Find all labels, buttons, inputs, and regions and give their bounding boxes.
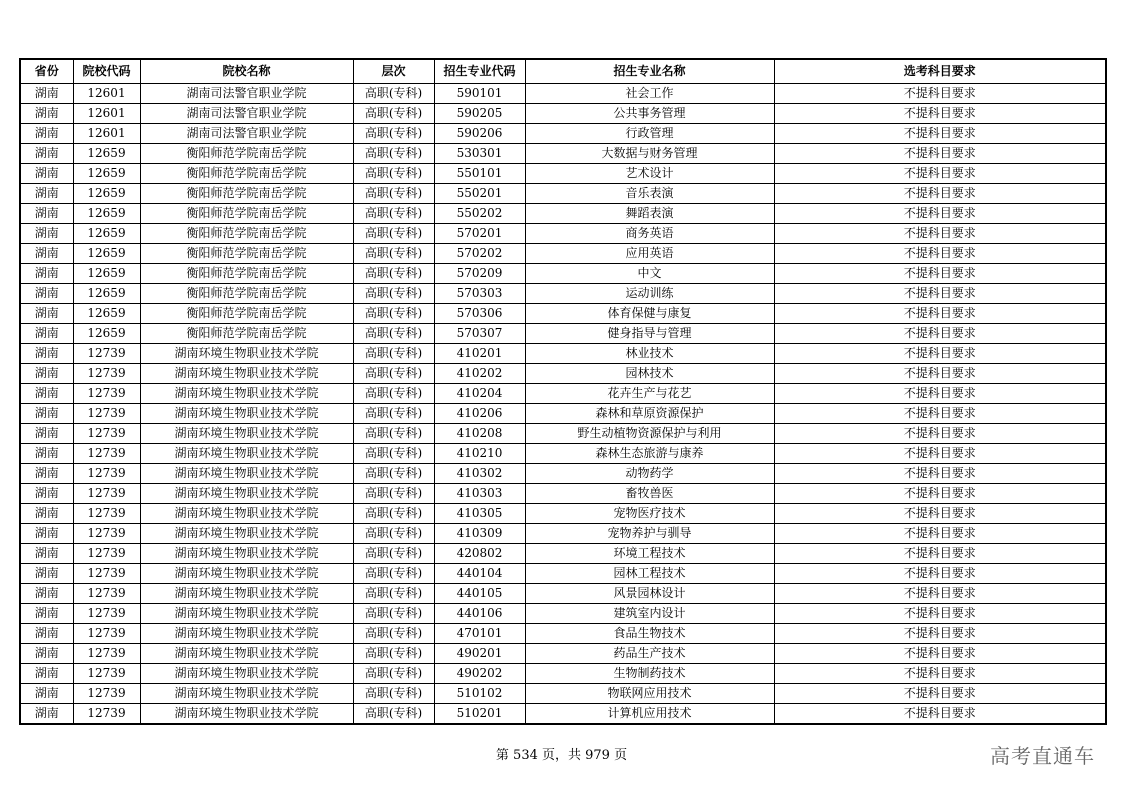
cell-school-name: 衡阳师范学院南岳学院 [140, 244, 353, 264]
cell-school-code: 12739 [73, 344, 140, 364]
cell-level: 高职(专科) [353, 204, 434, 224]
cell-subject-requirement: 不提科目要求 [774, 144, 1106, 164]
cell-level: 高职(专科) [353, 384, 434, 404]
cell-subject-requirement: 不提科目要求 [774, 424, 1106, 444]
cell-major-name: 森林生态旅游与康养 [525, 444, 774, 464]
cell-major-code: 410202 [434, 364, 525, 384]
cell-level: 高职(专科) [353, 584, 434, 604]
cell-subject-requirement: 不提科目要求 [774, 104, 1106, 124]
cell-subject-requirement: 不提科目要求 [774, 664, 1106, 684]
cell-school-name: 衡阳师范学院南岳学院 [140, 184, 353, 204]
cell-school-name: 衡阳师范学院南岳学院 [140, 164, 353, 184]
cell-subject-requirement: 不提科目要求 [774, 304, 1106, 324]
cell-school-name: 湖南环境生物职业技术学院 [140, 584, 353, 604]
cell-major-code: 530301 [434, 144, 525, 164]
cell-major-name: 公共事务管理 [525, 104, 774, 124]
cell-school-name: 湖南环境生物职业技术学院 [140, 384, 353, 404]
table-row [20, 364, 1106, 384]
cell-school-code: 12739 [73, 384, 140, 404]
cell-major-code: 550101 [434, 164, 525, 184]
cell-level: 高职(专科) [353, 484, 434, 504]
cell-subject-requirement: 不提科目要求 [774, 244, 1106, 264]
cell-province: 湖南 [20, 364, 73, 384]
table-row [20, 444, 1106, 464]
cell-subject-requirement: 不提科目要求 [774, 524, 1106, 544]
cell-province: 湖南 [20, 684, 73, 704]
cell-major-name: 畜牧兽医 [525, 484, 774, 504]
table-row [20, 304, 1106, 324]
cell-school-code: 12739 [73, 684, 140, 704]
enrollment-table-container [19, 58, 1105, 725]
cell-major-code: 410201 [434, 344, 525, 364]
table-row [20, 424, 1106, 444]
cell-level: 高职(专科) [353, 444, 434, 464]
cell-major-name: 花卉生产与花艺 [525, 384, 774, 404]
cell-school-name: 衡阳师范学院南岳学院 [140, 204, 353, 224]
table-row [20, 164, 1106, 184]
cell-province: 湖南 [20, 184, 73, 204]
cell-province: 湖南 [20, 464, 73, 484]
cell-province: 湖南 [20, 404, 73, 424]
cell-level: 高职(专科) [353, 284, 434, 304]
table-row [20, 504, 1106, 524]
cell-school-code: 12659 [73, 224, 140, 244]
cell-major-code: 490201 [434, 644, 525, 664]
cell-major-name: 森林和草原资源保护 [525, 404, 774, 424]
cell-subject-requirement: 不提科目要求 [774, 644, 1106, 664]
cell-major-code: 470101 [434, 624, 525, 644]
cell-level: 高职(专科) [353, 604, 434, 624]
cell-level: 高职(专科) [353, 224, 434, 244]
cell-level: 高职(专科) [353, 684, 434, 704]
cell-major-code: 550202 [434, 204, 525, 224]
cell-major-name: 建筑室内设计 [525, 604, 774, 624]
cell-major-code: 410305 [434, 504, 525, 524]
cell-major-name: 园林工程技术 [525, 564, 774, 584]
cell-major-code: 490202 [434, 664, 525, 684]
header-level: 层次 [353, 59, 434, 84]
cell-major-code: 440106 [434, 604, 525, 624]
table-row [20, 204, 1106, 224]
cell-school-code: 12739 [73, 664, 140, 684]
cell-major-name: 野生动植物资源保护与利用 [525, 424, 774, 444]
table-row [20, 144, 1106, 164]
cell-school-name: 湖南环境生物职业技术学院 [140, 544, 353, 564]
cell-school-code: 12659 [73, 164, 140, 184]
table-row [20, 244, 1106, 264]
cell-major-name: 艺术设计 [525, 164, 774, 184]
cell-school-code: 12659 [73, 244, 140, 264]
cell-school-name: 湖南环境生物职业技术学院 [140, 444, 353, 464]
cell-school-name: 衡阳师范学院南岳学院 [140, 324, 353, 344]
cell-subject-requirement: 不提科目要求 [774, 224, 1106, 244]
cell-major-name: 食品生物技术 [525, 624, 774, 644]
cell-major-code: 410204 [434, 384, 525, 404]
cell-level: 高职(专科) [353, 124, 434, 144]
cell-school-code: 12739 [73, 424, 140, 444]
cell-major-code: 510201 [434, 704, 525, 725]
cell-school-name: 湖南司法警官职业学院 [140, 104, 353, 124]
table-row [20, 564, 1106, 584]
cell-school-code: 12739 [73, 644, 140, 664]
cell-major-code: 570303 [434, 284, 525, 304]
table-row [20, 684, 1106, 704]
cell-school-name: 湖南环境生物职业技术学院 [140, 704, 353, 725]
cell-school-code: 12739 [73, 584, 140, 604]
cell-school-name: 衡阳师范学院南岳学院 [140, 224, 353, 244]
cell-subject-requirement: 不提科目要求 [774, 84, 1106, 104]
table-row [20, 184, 1106, 204]
cell-school-name: 湖南司法警官职业学院 [140, 84, 353, 104]
cell-province: 湖南 [20, 244, 73, 264]
cell-school-code: 12659 [73, 284, 140, 304]
cell-major-name: 运动训练 [525, 284, 774, 304]
cell-school-code: 12601 [73, 84, 140, 104]
cell-province: 湖南 [20, 584, 73, 604]
watermark-logo: 高考直通车 [990, 744, 1095, 768]
cell-province: 湖南 [20, 704, 73, 725]
cell-school-name: 湖南环境生物职业技术学院 [140, 564, 353, 584]
cell-major-code: 570307 [434, 324, 525, 344]
cell-subject-requirement: 不提科目要求 [774, 324, 1106, 344]
cell-school-code: 12739 [73, 544, 140, 564]
cell-school-name: 湖南环境生物职业技术学院 [140, 604, 353, 624]
table-row [20, 544, 1106, 564]
table-row [20, 404, 1106, 424]
cell-school-name: 衡阳师范学院南岳学院 [140, 284, 353, 304]
cell-subject-requirement: 不提科目要求 [774, 184, 1106, 204]
cell-subject-requirement: 不提科目要求 [774, 164, 1106, 184]
cell-subject-requirement: 不提科目要求 [774, 124, 1106, 144]
cell-major-code: 410210 [434, 444, 525, 464]
cell-level: 高职(专科) [353, 144, 434, 164]
cell-subject-requirement: 不提科目要求 [774, 364, 1106, 384]
cell-level: 高职(专科) [353, 424, 434, 444]
cell-major-name: 行政管理 [525, 124, 774, 144]
cell-province: 湖南 [20, 524, 73, 544]
table-row [20, 704, 1106, 725]
cell-province: 湖南 [20, 424, 73, 444]
table-row [20, 644, 1106, 664]
cell-school-code: 12659 [73, 144, 140, 164]
cell-level: 高职(专科) [353, 504, 434, 524]
cell-subject-requirement: 不提科目要求 [774, 264, 1106, 284]
table-row [20, 584, 1106, 604]
cell-major-code: 570201 [434, 224, 525, 244]
cell-school-code: 12739 [73, 464, 140, 484]
cell-major-code: 410208 [434, 424, 525, 444]
cell-province: 湖南 [20, 84, 73, 104]
enrollment-table [19, 58, 1107, 725]
cell-subject-requirement: 不提科目要求 [774, 584, 1106, 604]
cell-major-code: 570202 [434, 244, 525, 264]
header-province: 省份 [20, 59, 73, 84]
cell-major-code: 410303 [434, 484, 525, 504]
header-school-code: 院校代码 [73, 59, 140, 84]
cell-subject-requirement: 不提科目要求 [774, 464, 1106, 484]
cell-school-code: 12739 [73, 404, 140, 424]
table-row [20, 324, 1106, 344]
cell-major-name: 动物药学 [525, 464, 774, 484]
cell-major-name: 健身指导与管理 [525, 324, 774, 344]
cell-school-name: 湖南环境生物职业技术学院 [140, 344, 353, 364]
table-row [20, 604, 1106, 624]
cell-subject-requirement: 不提科目要求 [774, 544, 1106, 564]
cell-province: 湖南 [20, 604, 73, 624]
cell-province: 湖南 [20, 444, 73, 464]
table-row [20, 104, 1106, 124]
cell-province: 湖南 [20, 544, 73, 564]
cell-level: 高职(专科) [353, 264, 434, 284]
cell-subject-requirement: 不提科目要求 [774, 284, 1106, 304]
cell-school-code: 12739 [73, 364, 140, 384]
cell-level: 高职(专科) [353, 324, 434, 344]
cell-province: 湖南 [20, 324, 73, 344]
cell-subject-requirement: 不提科目要求 [774, 204, 1106, 224]
cell-major-name: 商务英语 [525, 224, 774, 244]
cell-school-name: 衡阳师范学院南岳学院 [140, 264, 353, 284]
cell-subject-requirement: 不提科目要求 [774, 504, 1106, 524]
cell-province: 湖南 [20, 164, 73, 184]
table-header-row [20, 59, 1106, 84]
cell-school-name: 衡阳师范学院南岳学院 [140, 144, 353, 164]
cell-province: 湖南 [20, 204, 73, 224]
cell-major-code: 410309 [434, 524, 525, 544]
table-row [20, 344, 1106, 364]
cell-major-code: 590206 [434, 124, 525, 144]
cell-school-code: 12739 [73, 484, 140, 504]
cell-major-name: 园林技术 [525, 364, 774, 384]
cell-province: 湖南 [20, 664, 73, 684]
cell-province: 湖南 [20, 304, 73, 324]
cell-major-code: 510102 [434, 684, 525, 704]
cell-school-code: 12739 [73, 564, 140, 584]
cell-major-name: 林业技术 [525, 344, 774, 364]
cell-level: 高职(专科) [353, 564, 434, 584]
table-row [20, 224, 1106, 244]
cell-level: 高职(专科) [353, 524, 434, 544]
cell-subject-requirement: 不提科目要求 [774, 444, 1106, 464]
table-row [20, 284, 1106, 304]
header-subject-requirement: 选考科目要求 [774, 59, 1106, 84]
cell-level: 高职(专科) [353, 544, 434, 564]
cell-school-code: 12659 [73, 304, 140, 324]
header-major-name: 招生专业名称 [525, 59, 774, 84]
cell-major-code: 590101 [434, 84, 525, 104]
cell-subject-requirement: 不提科目要求 [774, 564, 1106, 584]
table-body [20, 84, 1106, 725]
cell-school-code: 12659 [73, 204, 140, 224]
cell-school-name: 湖南环境生物职业技术学院 [140, 404, 353, 424]
cell-major-code: 410302 [434, 464, 525, 484]
cell-province: 湖南 [20, 144, 73, 164]
cell-school-code: 12659 [73, 264, 140, 284]
cell-subject-requirement: 不提科目要求 [774, 404, 1106, 424]
cell-level: 高职(专科) [353, 104, 434, 124]
cell-school-name: 湖南环境生物职业技术学院 [140, 684, 353, 704]
cell-major-name: 应用英语 [525, 244, 774, 264]
cell-level: 高职(专科) [353, 164, 434, 184]
cell-school-name: 湖南环境生物职业技术学院 [140, 624, 353, 644]
cell-major-name: 舞蹈表演 [525, 204, 774, 224]
table-row [20, 624, 1106, 644]
cell-school-code: 12739 [73, 444, 140, 464]
cell-province: 湖南 [20, 484, 73, 504]
table-row [20, 124, 1106, 144]
cell-province: 湖南 [20, 284, 73, 304]
cell-major-name: 宠物医疗技术 [525, 504, 774, 524]
cell-province: 湖南 [20, 564, 73, 584]
cell-major-name: 体育保健与康复 [525, 304, 774, 324]
cell-school-name: 湖南环境生物职业技术学院 [140, 644, 353, 664]
cell-school-code: 12739 [73, 504, 140, 524]
cell-school-code: 12739 [73, 524, 140, 544]
cell-province: 湖南 [20, 384, 73, 404]
cell-major-name: 中文 [525, 264, 774, 284]
cell-school-name: 湖南环境生物职业技术学院 [140, 464, 353, 484]
cell-subject-requirement: 不提科目要求 [774, 384, 1106, 404]
cell-school-name: 湖南环境生物职业技术学院 [140, 424, 353, 444]
cell-subject-requirement: 不提科目要求 [774, 624, 1106, 644]
cell-school-code: 12659 [73, 184, 140, 204]
cell-province: 湖南 [20, 624, 73, 644]
cell-province: 湖南 [20, 644, 73, 664]
cell-level: 高职(专科) [353, 184, 434, 204]
cell-major-name: 计算机应用技术 [525, 704, 774, 725]
cell-level: 高职(专科) [353, 344, 434, 364]
cell-province: 湖南 [20, 344, 73, 364]
cell-level: 高职(专科) [353, 244, 434, 264]
cell-subject-requirement: 不提科目要求 [774, 484, 1106, 504]
cell-major-name: 环境工程技术 [525, 544, 774, 564]
cell-school-code: 12601 [73, 124, 140, 144]
cell-major-code: 440104 [434, 564, 525, 584]
table-row [20, 524, 1106, 544]
cell-major-name: 药品生产技术 [525, 644, 774, 664]
cell-major-code: 420802 [434, 544, 525, 564]
table-row [20, 384, 1106, 404]
cell-school-name: 湖南环境生物职业技术学院 [140, 364, 353, 384]
cell-level: 高职(专科) [353, 464, 434, 484]
table-row [20, 464, 1106, 484]
table-row [20, 264, 1106, 284]
cell-major-name: 生物制药技术 [525, 664, 774, 684]
cell-level: 高职(专科) [353, 644, 434, 664]
cell-major-code: 590205 [434, 104, 525, 124]
cell-major-name: 风景园林设计 [525, 584, 774, 604]
cell-major-code: 570209 [434, 264, 525, 284]
table-row [20, 664, 1106, 684]
cell-school-name: 湖南司法警官职业学院 [140, 124, 353, 144]
cell-level: 高职(专科) [353, 304, 434, 324]
cell-school-code: 12659 [73, 324, 140, 344]
table-row [20, 84, 1106, 104]
cell-major-code: 410206 [434, 404, 525, 424]
cell-major-code: 570306 [434, 304, 525, 324]
cell-school-code: 12601 [73, 104, 140, 124]
cell-province: 湖南 [20, 224, 73, 244]
cell-subject-requirement: 不提科目要求 [774, 344, 1106, 364]
cell-school-name: 湖南环境生物职业技术学院 [140, 484, 353, 504]
cell-school-code: 12739 [73, 604, 140, 624]
cell-level: 高职(专科) [353, 624, 434, 644]
cell-school-code: 12739 [73, 704, 140, 725]
cell-subject-requirement: 不提科目要求 [774, 604, 1106, 624]
cell-major-name: 宠物养护与驯导 [525, 524, 774, 544]
cell-major-name: 社会工作 [525, 84, 774, 104]
cell-level: 高职(专科) [353, 664, 434, 684]
cell-subject-requirement: 不提科目要求 [774, 704, 1106, 725]
header-major-code: 招生专业代码 [434, 59, 525, 84]
cell-province: 湖南 [20, 264, 73, 284]
cell-major-name: 物联网应用技术 [525, 684, 774, 704]
cell-subject-requirement: 不提科目要求 [774, 684, 1106, 704]
cell-level: 高职(专科) [353, 84, 434, 104]
table-row [20, 484, 1106, 504]
cell-major-name: 音乐表演 [525, 184, 774, 204]
cell-school-name: 湖南环境生物职业技术学院 [140, 524, 353, 544]
cell-province: 湖南 [20, 124, 73, 144]
cell-major-code: 440105 [434, 584, 525, 604]
cell-school-name: 湖南环境生物职业技术学院 [140, 664, 353, 684]
cell-province: 湖南 [20, 504, 73, 524]
cell-school-name: 衡阳师范学院南岳学院 [140, 304, 353, 324]
header-school-name: 院校名称 [140, 59, 353, 84]
cell-major-name: 大数据与财务管理 [525, 144, 774, 164]
cell-school-name: 湖南环境生物职业技术学院 [140, 504, 353, 524]
cell-level: 高职(专科) [353, 704, 434, 725]
cell-major-code: 550201 [434, 184, 525, 204]
cell-school-code: 12739 [73, 624, 140, 644]
page-number: 第 534 页，共 979 页 [495, 748, 628, 763]
cell-province: 湖南 [20, 104, 73, 124]
cell-level: 高职(专科) [353, 364, 434, 384]
cell-level: 高职(专科) [353, 404, 434, 424]
